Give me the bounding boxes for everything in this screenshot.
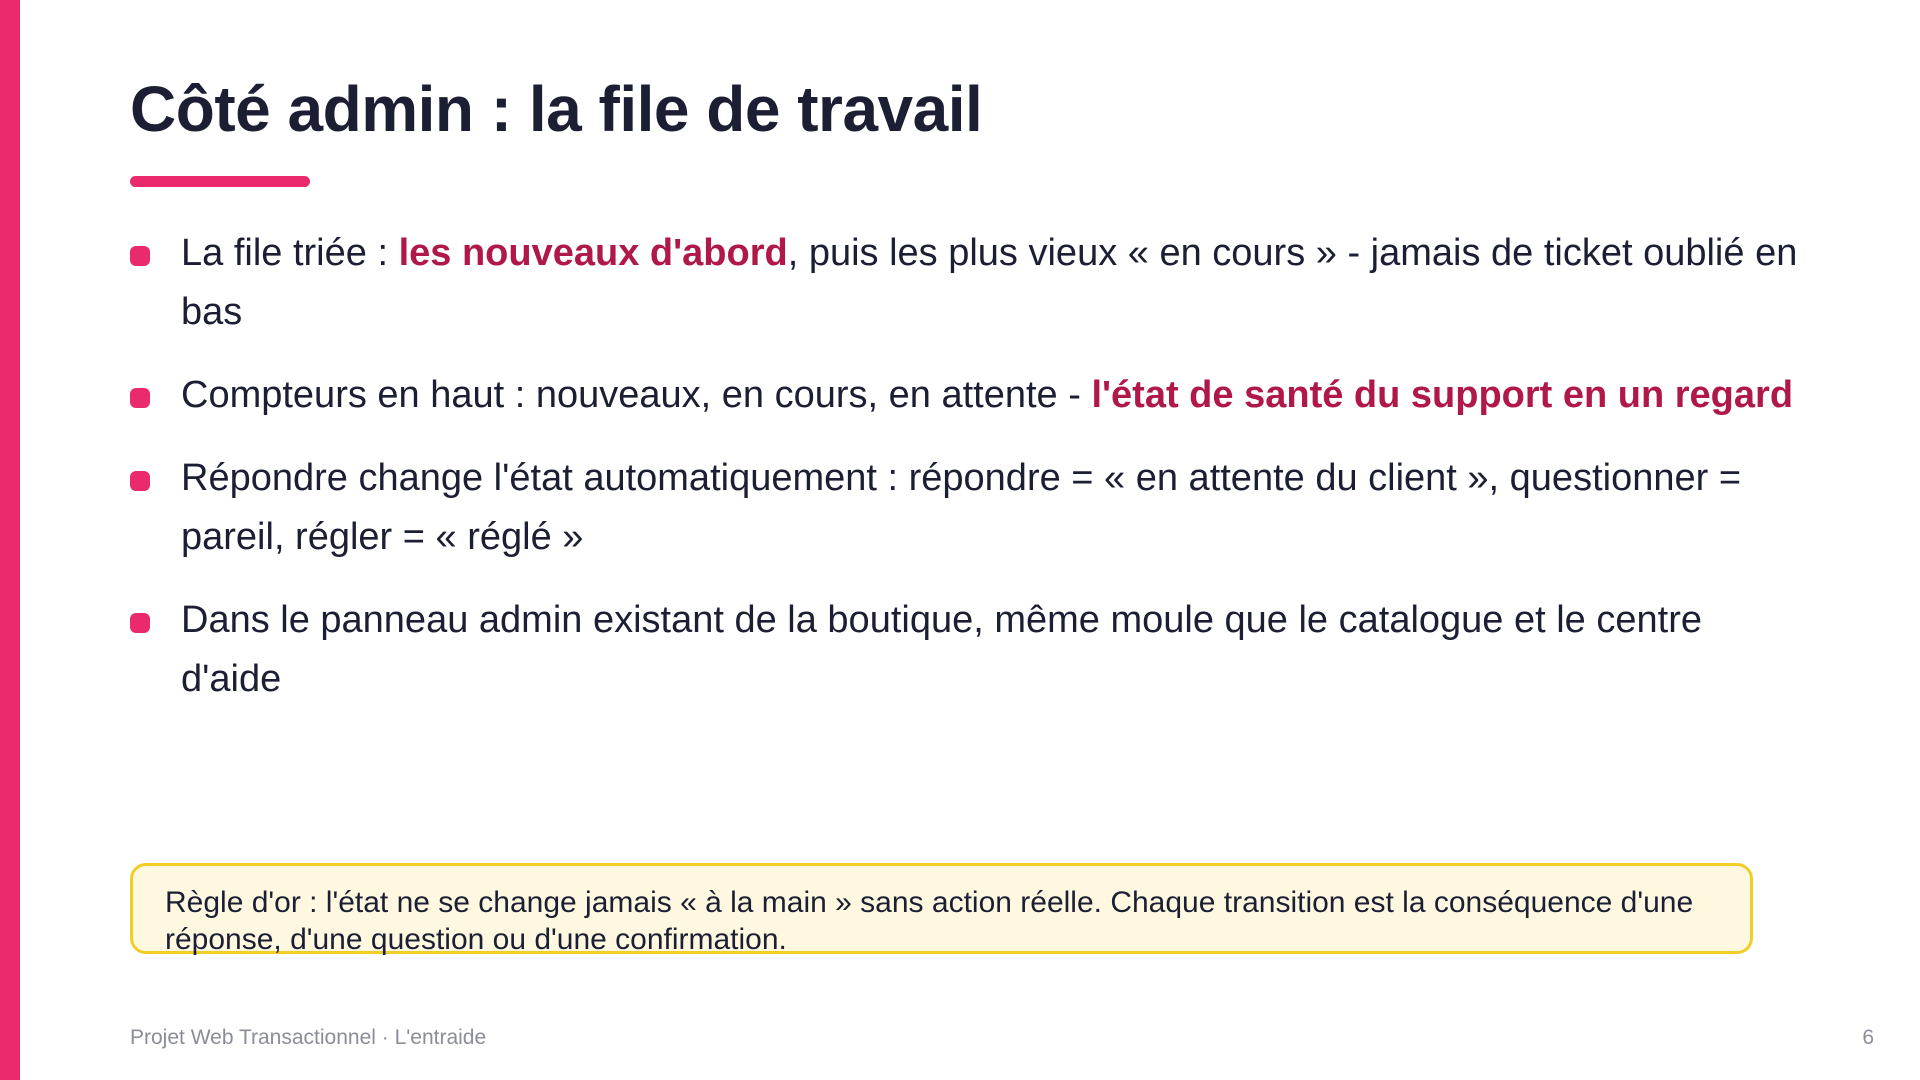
bullet-highlight: les nouveaux d'abord [398,232,788,274]
bullet-item [130,449,1810,567]
bullet-marker-icon [130,388,150,408]
callout-text: Règle d'or : l'état ne se change jamais « à la main » sans action réelle. Chaque transition est la conséquence d'une réponse, d'une question ou d'une confirmation. [165,886,1694,956]
bullet-text-end: , puis les plus vieux « en cours » - jamais de ticket oublié en bas [181,232,1798,333]
bullet-text: Compteurs en haut : nouveaux, en cours, en attente - [181,374,1092,416]
bullet-list [130,224,1810,733]
footer-project-name: Projet Web Transactionnel · L'entraide [130,1026,487,1049]
bullet-marker-icon [130,246,150,266]
bullet-item [130,591,1810,709]
bullet-text: La file triée : [181,232,399,274]
bullet-item [130,366,1810,425]
slide-title: Côté admin : la file de travail [130,73,983,145]
bullet-marker-icon [130,471,150,491]
left-accent-bar [0,0,20,1080]
bullet-text: Répondre change l'état automatiquement : répondre = « en attente du client », questionner = pareil, régler = « réglé » [181,457,1742,558]
bullet-marker-icon [130,613,150,633]
title-underline [130,176,310,187]
bullet-text: Dans le panneau admin existant de la boutique, même moule que le catalogue et le centre d'aide [181,599,1702,700]
bullet-highlight: l'état de santé du support en un regard [1091,374,1794,416]
page-number: 6 [1862,1026,1874,1049]
golden-rule-callout [130,863,1753,954]
bullet-item [130,224,1810,342]
